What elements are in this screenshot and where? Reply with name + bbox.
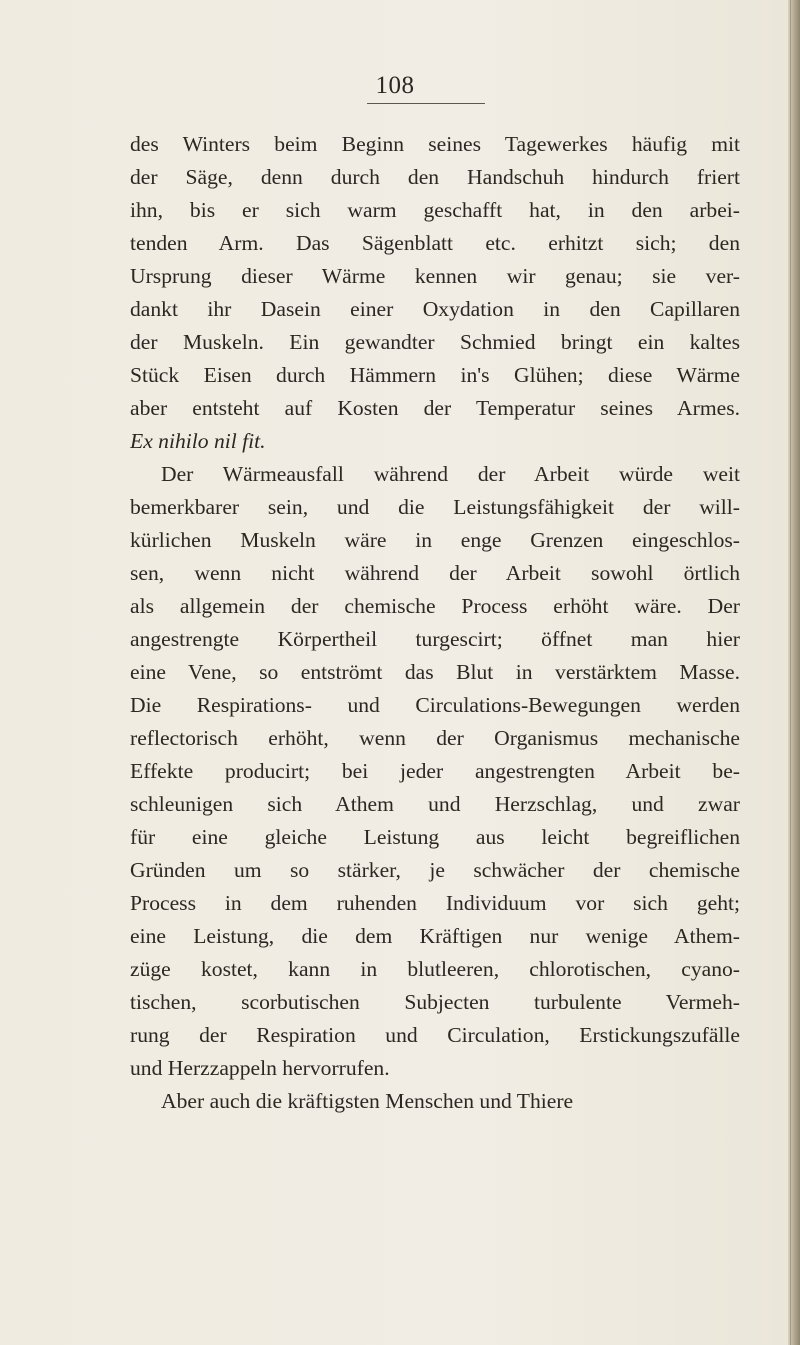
text-line: sen, wenn nicht während der Arbeit sowohl örtlich [130,561,740,585]
text-line: dankt ihr Dasein einer Oxydation in den Capillaren [130,297,740,321]
text-line: rung der Respiration und Circulation, Erstickungszufälle [130,1023,740,1047]
page-number: 108 [375,72,415,99]
text-line: Die Respirations- und Circulations-Bewegungen werden [130,693,740,717]
text-line: Der Wärmeausfall während der Arbeit würde weit [161,462,740,486]
text-line: für eine gleiche Leistung aus leicht begreiflichen [130,825,740,849]
text-line: des Winters beim Beginn seines Tagewerkes häufig mit [130,132,740,156]
header-rule [367,103,485,104]
page-edge-shadow [788,0,800,1345]
text-line: der Säge, denn durch den Handschuh hindurch friert [130,165,740,189]
text-line: aber entsteht auf Kosten der Temperatur seines Armes. [130,396,740,420]
text-line: züge kostet, kann in blutleeren, chlorotischen, cyano- [130,957,740,981]
text-line: Process in dem ruhenden Individuum vor sich geht; [130,891,740,915]
text-line: und Herzzappeln hervorrufen. [130,1056,390,1080]
text-line: Gründen um so stärker, je schwächer der chemische [130,858,740,882]
text-line: tenden Arm. Das Sägenblatt etc. erhitzt sich; den [130,231,740,255]
text-line: Stück Eisen durch Hämmern in's Glühen; diese Wärme [130,363,740,387]
latin-quote: Ex nihilo nil fit. [130,429,266,453]
text-line: eine Leistung, die dem Kräftigen nur wenige Athem- [130,924,740,948]
text-line: ihn, bis er sich warm geschafft hat, in den arbei- [130,198,740,222]
text-line: angestrengte Körpertheil turgescirt; öffnet man hier [130,627,740,651]
text-line: Ursprung dieser Wärme kennen wir genau; sie ver- [130,264,740,288]
text-line: kürlichen Muskeln wäre in enge Grenzen eingeschlos- [130,528,740,552]
text-line: Effekte producirt; bei jeder angestrengten Arbeit be- [130,759,740,783]
text-line: der Muskeln. Ein gewandter Schmied bringt ein kaltes [130,330,740,354]
body-text [130,128,740,1118]
text-line: eine Vene, so entströmt das Blut in verstärktem Masse. [130,660,740,684]
text-line: als allgemein der chemische Process erhöht wäre. Der [130,594,740,618]
text-line: bemerkbarer sein, und die Leistungsfähigkeit der will- [130,495,740,519]
text-line: tischen, scorbutischen Subjecten turbulente Vermeh- [130,990,740,1014]
text-line: reflectorisch erhöht, wenn der Organismus mechanische [130,726,740,750]
text-line: schleunigen sich Athem und Herzschlag, und zwar [130,792,740,816]
text-line: Aber auch die kräftigsten Menschen und Thiere [161,1089,574,1113]
